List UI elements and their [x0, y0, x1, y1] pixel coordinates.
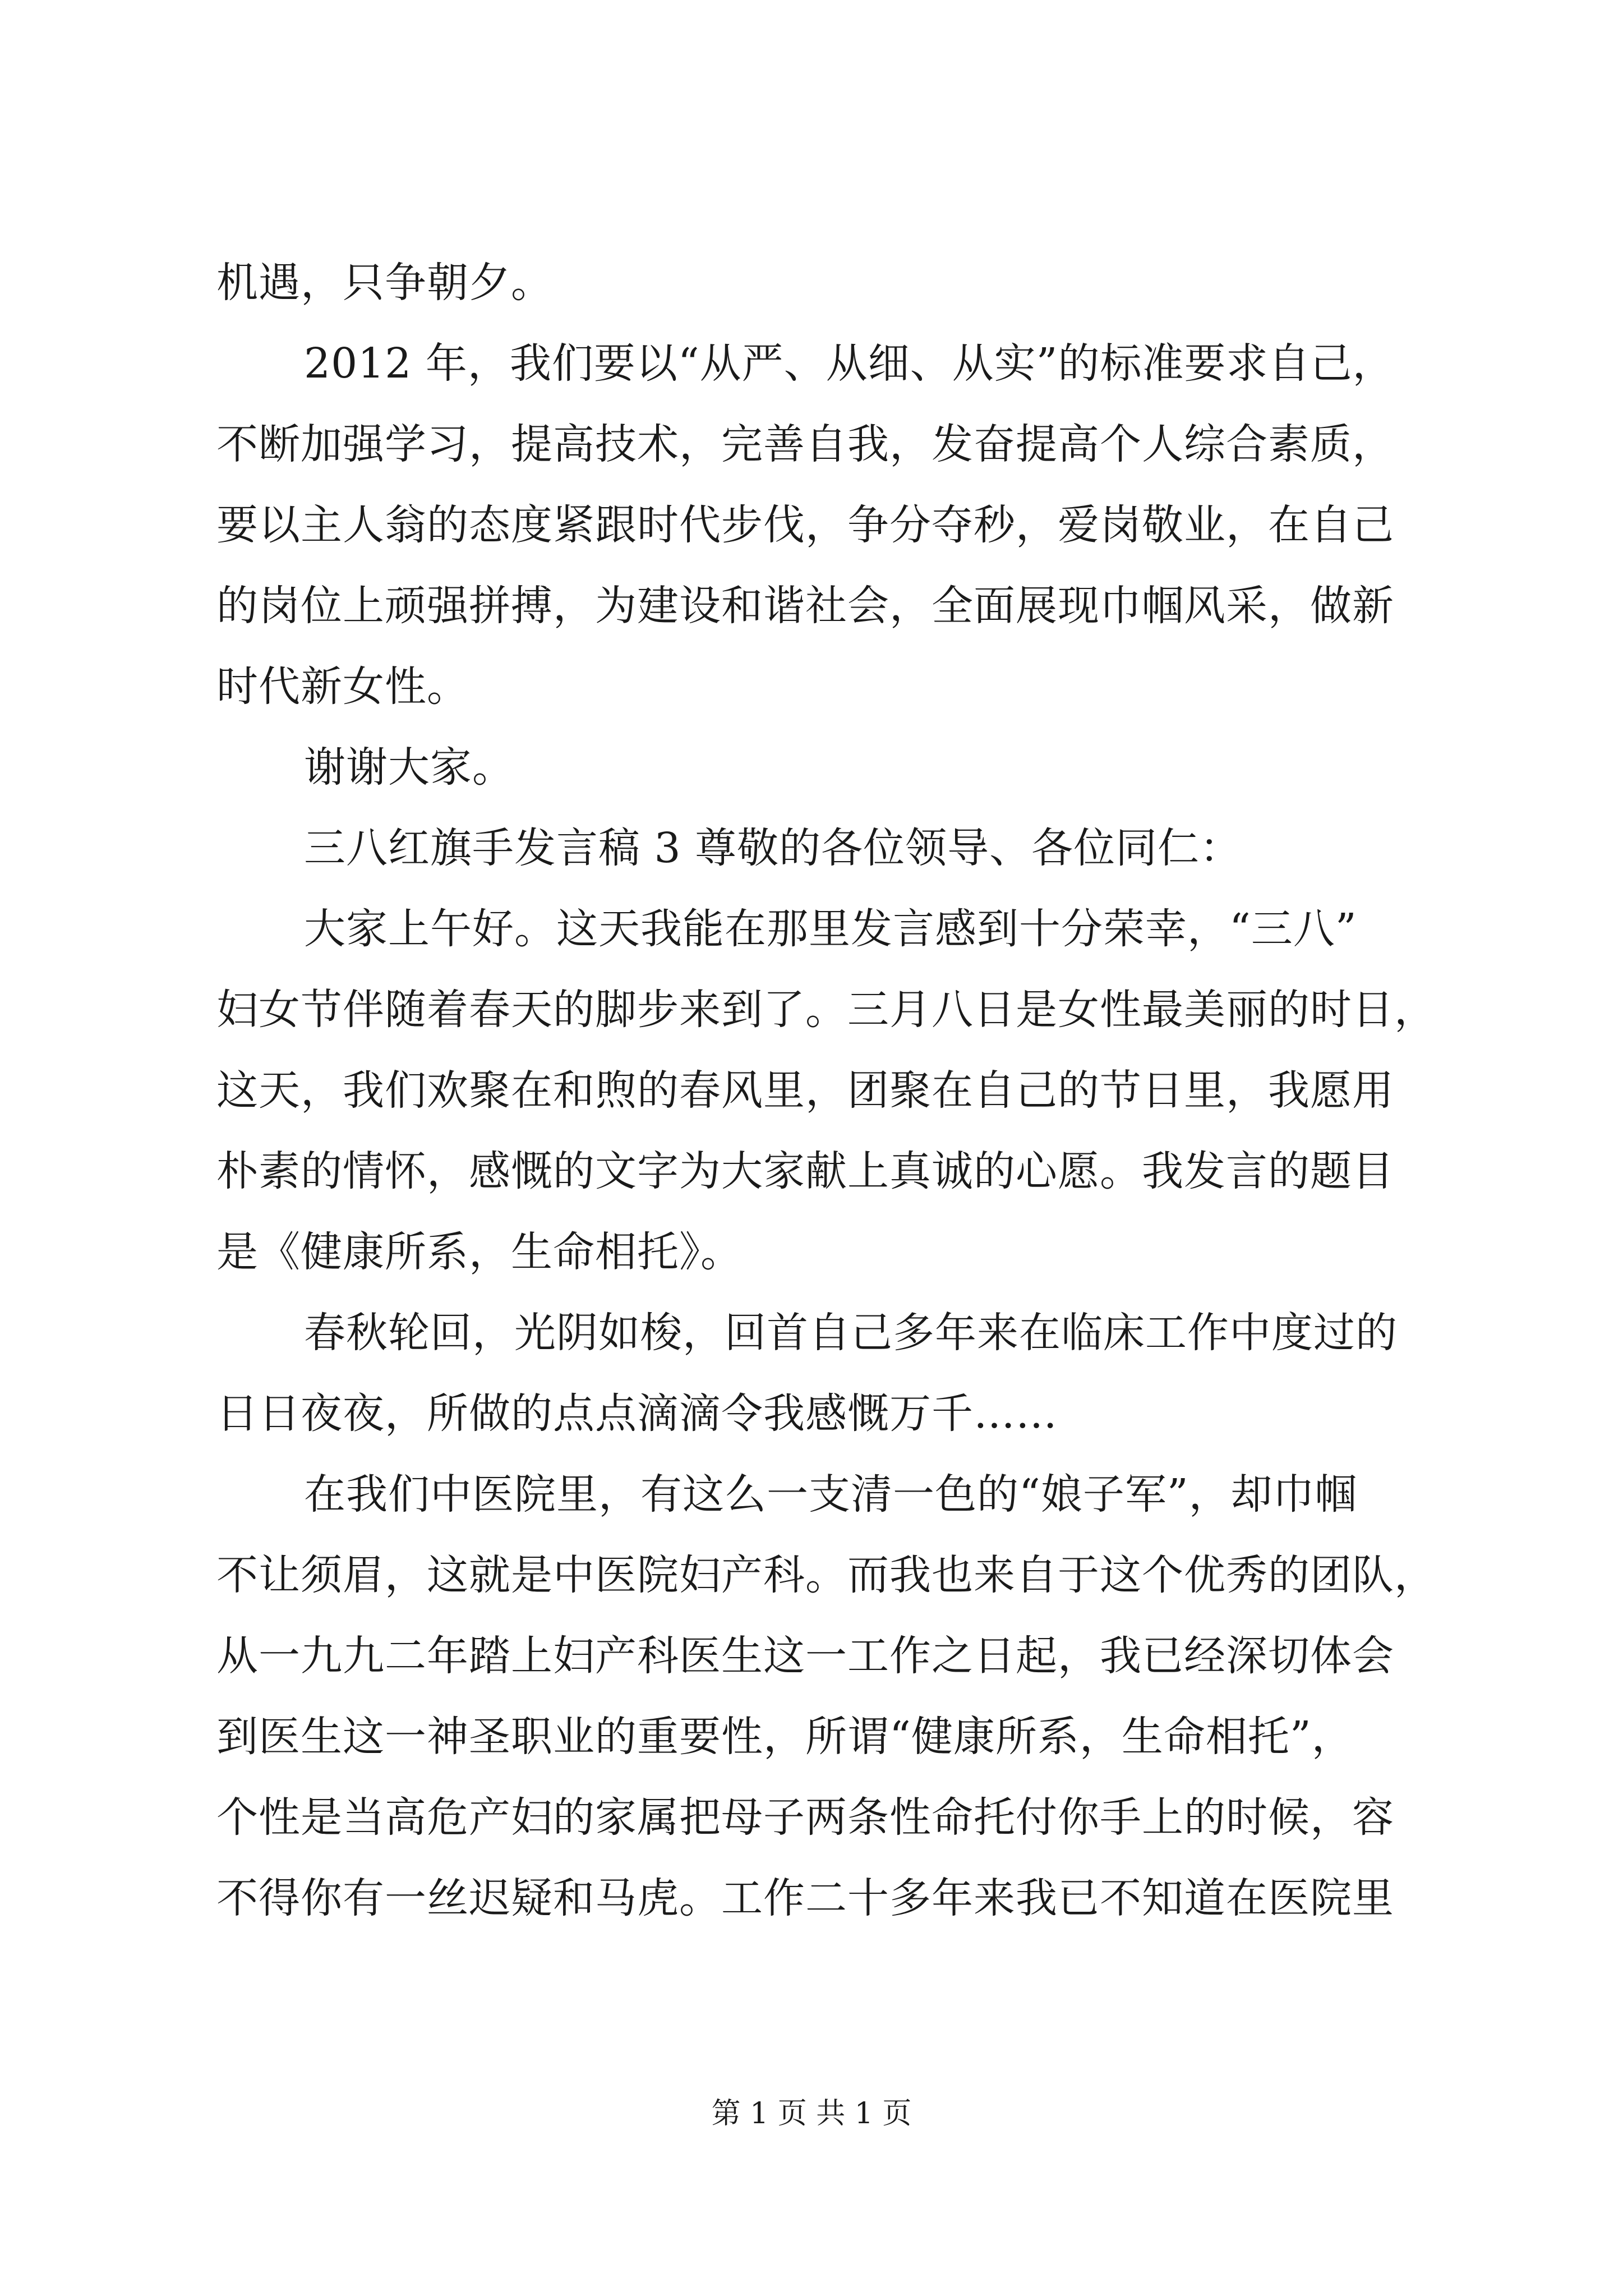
body-line: 朴素的情怀，感慨的文字为大家献上真诚的心愿。我发言的题目	[216, 1147, 1394, 1195]
section-heading-line: 三八红旗手发言稿 3 尊敬的各位领导、各位同仁：	[304, 824, 1242, 872]
paragraph-first-line: 谢谢大家。	[304, 743, 514, 792]
body-line: 时代新女性。	[216, 662, 469, 711]
body-line: 不得你有一丝迟疑和马虎。工作二十多年来我已不知道在医院里	[216, 1874, 1394, 1922]
body-line: 要以主人翁的态度紧跟时代步伐，争分夺秒，爱岗敬业，在自己	[216, 501, 1394, 549]
body-line: 机遇，只争朝夕。	[216, 259, 553, 307]
body-line: 日日夜夜，所做的点点滴滴令我感慨万千……	[216, 1389, 1058, 1438]
body-line: 不让须眉，这就是中医院妇产科。而我也来自于这个优秀的团队，	[216, 1551, 1436, 1599]
body-line: 妇女节伴随着春天的脚步来到了。三月八日是女性最美丽的时日，	[216, 986, 1436, 1034]
body-line: 是《健康所系，生命相托》。	[216, 1228, 743, 1276]
paragraph-first-line: 大家上午好。这天我能在那里发言感到十分荣幸，“三八”	[304, 905, 1357, 953]
page-number-footer: 第 1 页 共 1 页	[711, 2097, 912, 2131]
paragraph-first-line: 春秋轮回，光阴如梭，回首自己多年来在临床工作中度过的	[304, 1309, 1398, 1357]
paragraph-first-line: 在我们中医院里，有这么一支清一色的“娘子军”，却巾帼	[304, 1470, 1357, 1519]
body-line: 这天，我们欢聚在和煦的春风里，团聚在自己的节日里，我愿用	[216, 1066, 1394, 1115]
body-line: 从一九九二年踏上妇产科医生这一工作之日起，我已经深切体会	[216, 1632, 1394, 1680]
body-line: 的岗位上顽强拼搏，为建设和谐社会，全面展现巾帼风采，做新	[216, 582, 1394, 630]
body-line: 不断加强学习，提高技术，完善自我，发奋提高个人综合素质，	[216, 420, 1394, 468]
paragraph-first-line: 2012 年，我们要以“从严、从细、从实”的标准要求自己，	[304, 339, 1395, 388]
body-line: 到医生这一神圣职业的重要性，所谓“健康所系，生命相托”，	[216, 1713, 1354, 1761]
body-line: 个性是当高危产妇的家属把母子两条性命托付你手上的时候，容	[216, 1793, 1394, 1842]
